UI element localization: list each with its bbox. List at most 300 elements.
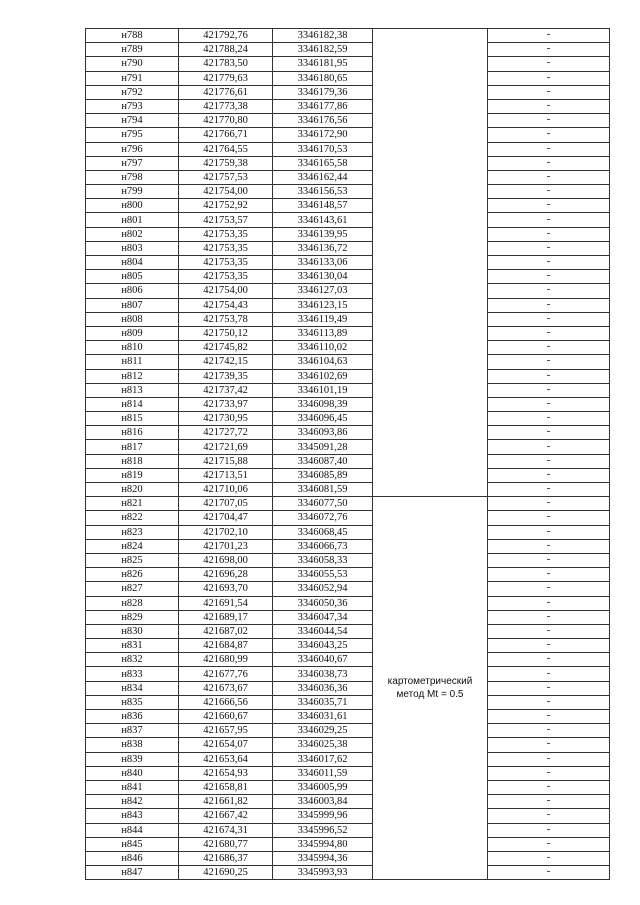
table-row <box>86 639 610 653</box>
dash-mark: - <box>546 525 551 537</box>
coordinates-table-body <box>86 29 610 880</box>
dash-cell <box>488 497 610 511</box>
x-coordinate-cell: 421689,17 <box>179 610 273 624</box>
dash-mark: - <box>546 781 551 793</box>
table-row <box>86 866 610 880</box>
table-row <box>86 823 610 837</box>
y-coordinate-cell: 3346043,25 <box>273 639 373 653</box>
dash-cell <box>488 397 610 411</box>
point-name-cell: н825 <box>86 553 179 567</box>
table-row <box>86 440 610 454</box>
table-row <box>86 341 610 355</box>
dash-mark: - <box>546 582 551 594</box>
dash-mark: - <box>546 355 551 367</box>
table-row <box>86 284 610 298</box>
point-name-cell: н806 <box>86 284 179 298</box>
x-coordinate-cell: 421754,00 <box>179 185 273 199</box>
dash-mark: - <box>546 539 551 551</box>
table-row <box>86 185 610 199</box>
dash-mark: - <box>546 369 551 381</box>
dash-cell <box>488 156 610 170</box>
table-row <box>86 582 610 596</box>
y-coordinate-cell: 3345994,36 <box>273 851 373 865</box>
dash-cell <box>488 114 610 128</box>
point-name-cell: н841 <box>86 780 179 794</box>
point-name-cell: н834 <box>86 681 179 695</box>
dash-mark: - <box>546 809 551 821</box>
dash-cell <box>488 610 610 624</box>
dash-cell <box>488 582 610 596</box>
table-row <box>86 553 610 567</box>
dash-mark: - <box>546 284 551 296</box>
table-row <box>86 483 610 497</box>
x-coordinate-cell: 421654,07 <box>179 738 273 752</box>
y-coordinate-cell: 3346085,89 <box>273 468 373 482</box>
x-coordinate-cell: 421657,95 <box>179 724 273 738</box>
y-coordinate-cell: 3346003,84 <box>273 795 373 809</box>
point-name-cell: н826 <box>86 568 179 582</box>
x-coordinate-cell: 421658,81 <box>179 780 273 794</box>
method-label-line1: картометрический <box>387 676 473 688</box>
dash-mark: - <box>546 695 551 707</box>
y-coordinate-cell: 3346081,59 <box>273 483 373 497</box>
point-name-cell: н802 <box>86 227 179 241</box>
y-coordinate-cell: 3346038,73 <box>273 667 373 681</box>
dash-mark: - <box>546 227 551 239</box>
y-coordinate-cell: 3346133,06 <box>273 256 373 270</box>
dash-cell <box>488 724 610 738</box>
x-coordinate-cell: 421696,28 <box>179 568 273 582</box>
point-name-cell: н793 <box>86 99 179 113</box>
point-name-cell: н807 <box>86 298 179 312</box>
table-row <box>86 809 610 823</box>
y-coordinate-cell: 3346180,65 <box>273 71 373 85</box>
table-row <box>86 426 610 440</box>
table-row <box>86 270 610 284</box>
x-coordinate-cell: 421745,82 <box>179 341 273 355</box>
dash-cell <box>488 170 610 184</box>
dash-mark: - <box>546 327 551 339</box>
table-row <box>86 752 610 766</box>
dash-mark: - <box>546 440 551 452</box>
x-coordinate-cell: 421661,82 <box>179 795 273 809</box>
dash-mark: - <box>546 114 551 126</box>
method-cell <box>373 497 488 880</box>
y-coordinate-cell: 3346087,40 <box>273 454 373 468</box>
point-name-cell: н842 <box>86 795 179 809</box>
dash-mark: - <box>546 270 551 282</box>
dash-cell <box>488 823 610 837</box>
point-name-cell: н833 <box>86 667 179 681</box>
point-name-cell: н815 <box>86 412 179 426</box>
dash-mark: - <box>546 554 551 566</box>
x-coordinate-cell: 421713,51 <box>179 468 273 482</box>
table-row <box>86 667 610 681</box>
table-row <box>86 57 610 71</box>
point-name-cell: н822 <box>86 511 179 525</box>
coordinates-table <box>85 28 610 880</box>
point-name-cell: н813 <box>86 383 179 397</box>
y-coordinate-cell: 3345994,80 <box>273 837 373 851</box>
table-row <box>86 724 610 738</box>
table-row <box>86 199 610 213</box>
point-name-cell: н789 <box>86 43 179 57</box>
y-coordinate-cell: 3346176,56 <box>273 114 373 128</box>
x-coordinate-cell: 421667,42 <box>179 809 273 823</box>
x-coordinate-cell: 421721,69 <box>179 440 273 454</box>
table-row <box>86 355 610 369</box>
y-coordinate-cell: 3346104,63 <box>273 355 373 369</box>
y-coordinate-cell: 3346029,25 <box>273 724 373 738</box>
point-name-cell: н838 <box>86 738 179 752</box>
x-coordinate-cell: 421715,88 <box>179 454 273 468</box>
point-name-cell: н810 <box>86 341 179 355</box>
table-row <box>86 610 610 624</box>
x-coordinate-cell: 421704,47 <box>179 511 273 525</box>
dash-mark: - <box>546 511 551 523</box>
point-name-cell: н795 <box>86 128 179 142</box>
dash-mark: - <box>546 412 551 424</box>
x-coordinate-cell: 421702,10 <box>179 525 273 539</box>
point-name-cell: н843 <box>86 809 179 823</box>
table-row <box>86 241 610 255</box>
dash-mark: - <box>546 100 551 112</box>
y-coordinate-cell: 3345091,28 <box>273 440 373 454</box>
dash-cell <box>488 227 610 241</box>
dash-mark: - <box>546 724 551 736</box>
dash-cell <box>488 298 610 312</box>
x-coordinate-cell: 421687,02 <box>179 624 273 638</box>
y-coordinate-cell: 3346113,89 <box>273 326 373 340</box>
x-coordinate-cell: 421753,35 <box>179 270 273 284</box>
x-coordinate-cell: 421779,63 <box>179 71 273 85</box>
y-coordinate-cell: 3346110,02 <box>273 341 373 355</box>
dash-mark: - <box>546 341 551 353</box>
dash-cell <box>488 57 610 71</box>
dash-cell <box>488 71 610 85</box>
x-coordinate-cell: 421753,35 <box>179 256 273 270</box>
dash-cell <box>488 851 610 865</box>
point-name-cell: н840 <box>86 766 179 780</box>
y-coordinate-cell: 3346093,86 <box>273 426 373 440</box>
dash-cell <box>488 241 610 255</box>
table-row <box>86 766 610 780</box>
dash-cell <box>488 596 610 610</box>
dash-mark: - <box>546 624 551 636</box>
y-coordinate-cell: 3346127,03 <box>273 284 373 298</box>
x-coordinate-cell: 421792,76 <box>179 29 273 43</box>
dash-cell <box>488 128 610 142</box>
dash-cell <box>488 85 610 99</box>
point-name-cell: н817 <box>86 440 179 454</box>
table-row <box>86 837 610 851</box>
table-row <box>86 85 610 99</box>
dash-cell <box>488 809 610 823</box>
y-coordinate-cell: 3346181,95 <box>273 57 373 71</box>
table-row <box>86 681 610 695</box>
table-row <box>86 298 610 312</box>
table-row <box>86 454 610 468</box>
table-row <box>86 156 610 170</box>
dash-cell <box>488 185 610 199</box>
table-row <box>86 71 610 85</box>
point-name-cell: н796 <box>86 142 179 156</box>
point-name-cell: н836 <box>86 710 179 724</box>
point-name-cell: н790 <box>86 57 179 71</box>
point-name-cell: н847 <box>86 866 179 880</box>
point-name-cell: н814 <box>86 397 179 411</box>
y-coordinate-cell: 3346005,99 <box>273 780 373 794</box>
x-coordinate-cell: 421680,99 <box>179 653 273 667</box>
point-name-cell: н839 <box>86 752 179 766</box>
table-row <box>86 695 610 709</box>
y-coordinate-cell: 3346182,38 <box>273 29 373 43</box>
dash-mark: - <box>546 752 551 764</box>
x-coordinate-cell: 421654,93 <box>179 766 273 780</box>
dash-mark: - <box>546 57 551 69</box>
y-coordinate-cell: 3346055,53 <box>273 568 373 582</box>
dash-cell <box>488 29 610 43</box>
point-name-cell: н805 <box>86 270 179 284</box>
point-name-cell: н808 <box>86 312 179 326</box>
y-coordinate-cell: 3346011,59 <box>273 766 373 780</box>
y-coordinate-cell: 3346130,04 <box>273 270 373 284</box>
y-coordinate-cell: 3346162,44 <box>273 170 373 184</box>
dash-mark: - <box>546 128 551 140</box>
x-coordinate-cell: 421733,97 <box>179 397 273 411</box>
x-coordinate-cell: 421680,77 <box>179 837 273 851</box>
table-row <box>86 624 610 638</box>
y-coordinate-cell: 3346052,94 <box>273 582 373 596</box>
point-name-cell: н797 <box>86 156 179 170</box>
point-name-cell: н835 <box>86 695 179 709</box>
y-coordinate-cell: 3346025,38 <box>273 738 373 752</box>
point-name-cell: н821 <box>86 497 179 511</box>
point-name-cell: н823 <box>86 525 179 539</box>
dash-cell <box>488 341 610 355</box>
x-coordinate-cell: 421660,67 <box>179 710 273 724</box>
table-row <box>86 497 610 511</box>
y-coordinate-cell: 3346101,19 <box>273 383 373 397</box>
dash-cell <box>488 483 610 497</box>
y-coordinate-cell: 3346123,15 <box>273 298 373 312</box>
dash-mark: - <box>546 383 551 395</box>
table-row <box>86 795 610 809</box>
x-coordinate-cell: 421677,76 <box>179 667 273 681</box>
point-name-cell: н819 <box>86 468 179 482</box>
dash-cell <box>488 795 610 809</box>
dash-mark: - <box>546 610 551 622</box>
table-row <box>86 29 610 43</box>
point-name-cell: н801 <box>86 213 179 227</box>
dash-cell <box>488 539 610 553</box>
dash-cell <box>488 270 610 284</box>
table-row <box>86 539 610 553</box>
table-row <box>86 738 610 752</box>
table-row <box>86 227 610 241</box>
y-coordinate-cell: 3346119,49 <box>273 312 373 326</box>
x-coordinate-cell: 421737,42 <box>179 383 273 397</box>
x-coordinate-cell: 421666,56 <box>179 695 273 709</box>
table-row <box>86 596 610 610</box>
dash-cell <box>488 511 610 525</box>
table-row <box>86 397 610 411</box>
x-coordinate-cell: 421754,00 <box>179 284 273 298</box>
x-coordinate-cell: 421766,71 <box>179 128 273 142</box>
dash-cell <box>488 780 610 794</box>
table-row <box>86 213 610 227</box>
y-coordinate-cell: 3346058,33 <box>273 553 373 567</box>
dash-mark: - <box>546 667 551 679</box>
y-coordinate-cell: 3346177,86 <box>273 99 373 113</box>
dash-cell <box>488 667 610 681</box>
table-row <box>86 412 610 426</box>
point-name-cell: н803 <box>86 241 179 255</box>
point-name-cell: н809 <box>86 326 179 340</box>
point-name-cell: н811 <box>86 355 179 369</box>
y-coordinate-cell: 3346170,53 <box>273 142 373 156</box>
dash-mark: - <box>546 199 551 211</box>
y-coordinate-cell: 3345996,52 <box>273 823 373 837</box>
dash-mark: - <box>546 468 551 480</box>
dash-cell <box>488 525 610 539</box>
table-row <box>86 780 610 794</box>
table-row <box>86 511 610 525</box>
point-name-cell: н812 <box>86 369 179 383</box>
y-coordinate-cell: 3346143,61 <box>273 213 373 227</box>
x-coordinate-cell: 421686,37 <box>179 851 273 865</box>
dash-cell <box>488 369 610 383</box>
dash-mark: - <box>546 653 551 665</box>
y-coordinate-cell: 3346077,50 <box>273 497 373 511</box>
point-name-cell: н792 <box>86 85 179 99</box>
point-name-cell: н820 <box>86 483 179 497</box>
dash-cell <box>488 142 610 156</box>
table-row <box>86 256 610 270</box>
x-coordinate-cell: 421730,95 <box>179 412 273 426</box>
x-coordinate-cell: 421684,87 <box>179 639 273 653</box>
table-row <box>86 568 610 582</box>
point-name-cell: н846 <box>86 851 179 865</box>
x-coordinate-cell: 421776,61 <box>179 85 273 99</box>
method-label-line2: метод Mt = 0.5 <box>396 689 464 701</box>
dash-mark: - <box>546 213 551 225</box>
x-coordinate-cell: 421764,55 <box>179 142 273 156</box>
dash-mark: - <box>546 738 551 750</box>
table-row <box>86 468 610 482</box>
point-name-cell: н804 <box>86 256 179 270</box>
y-coordinate-cell: 3345999,96 <box>273 809 373 823</box>
dash-mark: - <box>546 397 551 409</box>
dash-mark: - <box>546 710 551 722</box>
dash-cell <box>488 355 610 369</box>
dash-mark: - <box>546 185 551 197</box>
table-row <box>86 170 610 184</box>
x-coordinate-cell: 421750,12 <box>179 326 273 340</box>
x-coordinate-cell: 421753,35 <box>179 241 273 255</box>
point-name-cell: н827 <box>86 582 179 596</box>
y-coordinate-cell: 3346031,61 <box>273 710 373 724</box>
point-name-cell: н818 <box>86 454 179 468</box>
dash-mark: - <box>546 29 551 41</box>
point-name-cell: н832 <box>86 653 179 667</box>
dash-mark: - <box>546 43 551 55</box>
point-name-cell: н837 <box>86 724 179 738</box>
dash-cell <box>488 199 610 213</box>
dash-mark: - <box>546 256 551 268</box>
x-coordinate-cell: 421753,78 <box>179 312 273 326</box>
method-cell-empty <box>373 29 488 497</box>
x-coordinate-cell: 421710,06 <box>179 483 273 497</box>
dash-mark: - <box>546 426 551 438</box>
x-coordinate-cell: 421690,25 <box>179 866 273 880</box>
dash-cell <box>488 766 610 780</box>
y-coordinate-cell: 3346156,53 <box>273 185 373 199</box>
x-coordinate-cell: 421783,50 <box>179 57 273 71</box>
x-coordinate-cell: 421691,54 <box>179 596 273 610</box>
dash-cell <box>488 738 610 752</box>
point-name-cell: н798 <box>86 170 179 184</box>
point-name-cell: н799 <box>86 185 179 199</box>
dash-mark: - <box>546 85 551 97</box>
table-row <box>86 326 610 340</box>
y-coordinate-cell: 3346050,36 <box>273 596 373 610</box>
point-name-cell: н791 <box>86 71 179 85</box>
y-coordinate-cell: 3346047,34 <box>273 610 373 624</box>
x-coordinate-cell: 421693,70 <box>179 582 273 596</box>
dash-mark: - <box>546 483 551 495</box>
dash-cell <box>488 639 610 653</box>
table-row <box>86 128 610 142</box>
point-name-cell: н828 <box>86 596 179 610</box>
dash-cell <box>488 681 610 695</box>
y-coordinate-cell: 3346068,45 <box>273 525 373 539</box>
x-coordinate-cell: 421653,64 <box>179 752 273 766</box>
y-coordinate-cell: 3346040,67 <box>273 653 373 667</box>
dash-cell <box>488 426 610 440</box>
y-coordinate-cell: 3346066,73 <box>273 539 373 553</box>
table-row <box>86 43 610 57</box>
y-coordinate-cell: 3346172,90 <box>273 128 373 142</box>
dash-cell <box>488 312 610 326</box>
x-coordinate-cell: 421754,43 <box>179 298 273 312</box>
dash-cell <box>488 440 610 454</box>
x-coordinate-cell: 421707,05 <box>179 497 273 511</box>
dash-mark: - <box>546 497 551 509</box>
y-coordinate-cell: 3345993,93 <box>273 866 373 880</box>
y-coordinate-cell: 3346098,39 <box>273 397 373 411</box>
dash-cell <box>488 468 610 482</box>
dash-mark: - <box>546 837 551 849</box>
dash-cell <box>488 752 610 766</box>
x-coordinate-cell: 421788,24 <box>179 43 273 57</box>
point-name-cell: н845 <box>86 837 179 851</box>
dash-cell <box>488 213 610 227</box>
x-coordinate-cell: 421752,92 <box>179 199 273 213</box>
y-coordinate-cell: 3346096,45 <box>273 412 373 426</box>
y-coordinate-cell: 3346035,71 <box>273 695 373 709</box>
y-coordinate-cell: 3346165,58 <box>273 156 373 170</box>
y-coordinate-cell: 3346017,62 <box>273 752 373 766</box>
dash-mark: - <box>546 766 551 778</box>
dash-cell <box>488 568 610 582</box>
dash-mark: - <box>546 241 551 253</box>
y-coordinate-cell: 3346044,54 <box>273 624 373 638</box>
point-name-cell: н788 <box>86 29 179 43</box>
x-coordinate-cell: 421701,23 <box>179 539 273 553</box>
dash-cell <box>488 695 610 709</box>
dash-cell <box>488 256 610 270</box>
